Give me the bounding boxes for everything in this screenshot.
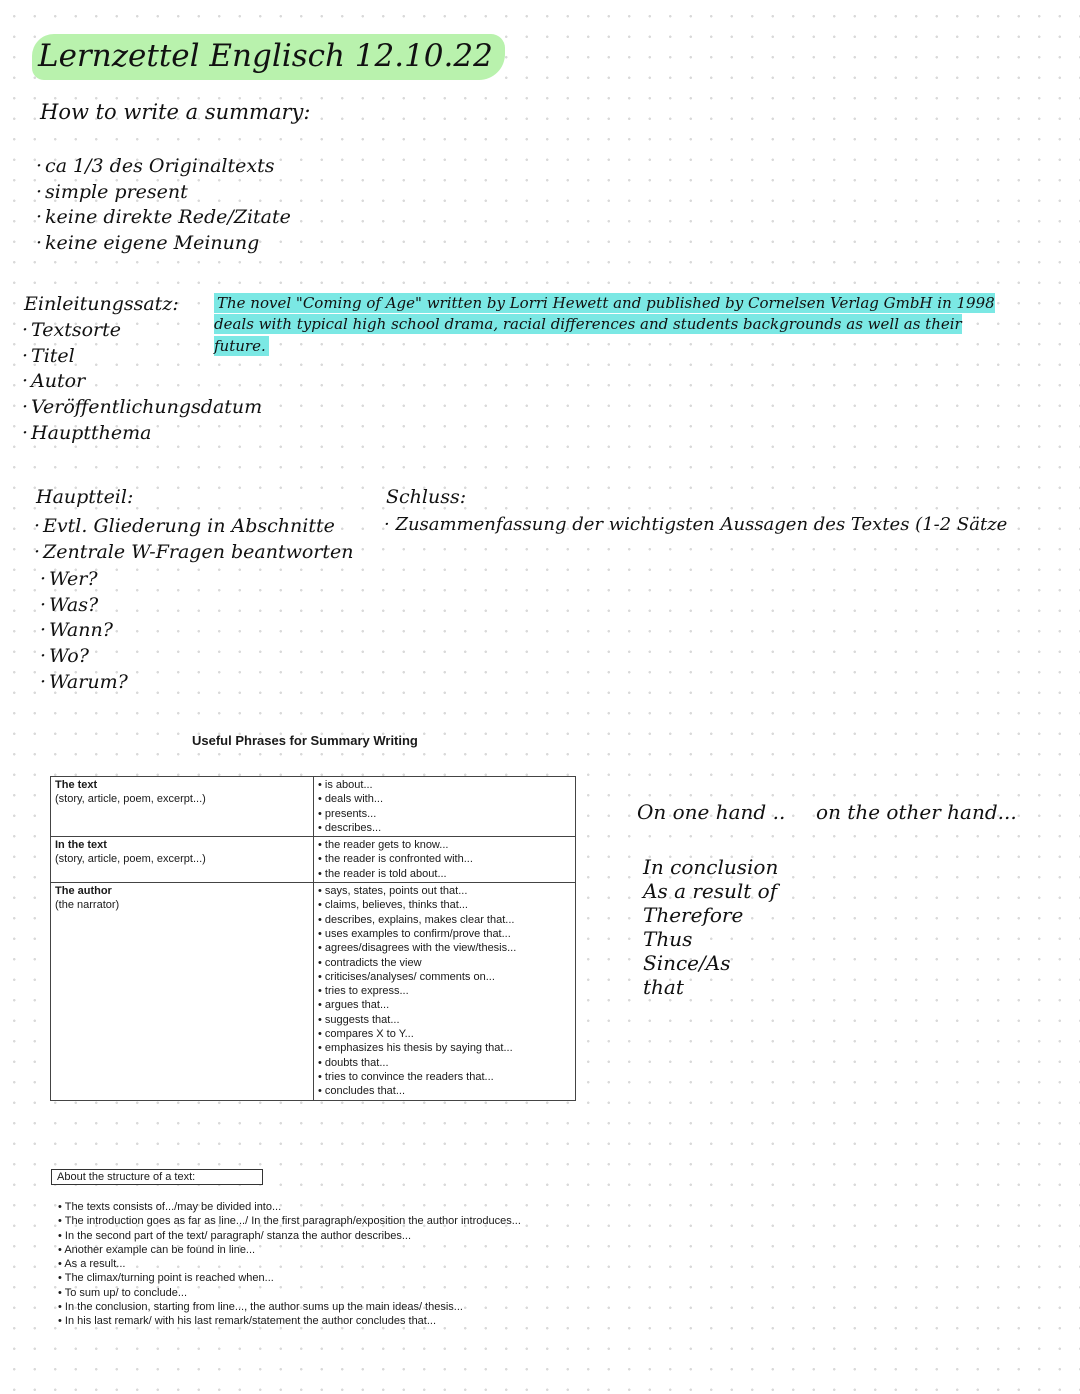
subject-cell: [51, 777, 314, 837]
connective-item: Since/As: [643, 951, 731, 975]
subject-sub: (story, article, poem, excerpt...): [55, 793, 206, 806]
title-area: [32, 34, 505, 80]
summary-rules: [36, 154, 291, 257]
phrase-item: • agrees/disagrees with the view/thesis...: [318, 941, 571, 955]
phrase-item: • doubts that...: [318, 1056, 571, 1070]
page-title: Lernzettel Englisch 12.10.22: [32, 34, 505, 80]
schluss-text: · Zusammenfassung der wichtigsten Aussagen des Textes (1-2 Sätze: [384, 514, 1008, 535]
einleitung-example: [214, 293, 1004, 357]
subject-label: The author: [55, 885, 112, 898]
hauptteil-label: Hauptteil:: [36, 486, 134, 508]
phrase-item: • criticises/analyses/ comments on...: [318, 970, 571, 984]
phrase-item: • deals with...: [318, 792, 571, 806]
phrase-item: • concludes that...: [318, 1084, 571, 1098]
question-item: · Wann?: [40, 618, 128, 644]
structure-item: • The texts consists of.../may be divided into...: [58, 1200, 578, 1214]
summary-heading: How to write a summary:: [40, 100, 311, 124]
table-row: [51, 837, 576, 883]
einleitung-label: Einleitungssatz:: [24, 293, 179, 315]
structure-title: About the structure of a text:: [51, 1169, 263, 1185]
subject-cell: [51, 883, 314, 1100]
structure-item: • In the conclusion, starting from line..., the author sums up the main ideas/ thesis...: [58, 1300, 578, 1314]
phrases-title: Useful Phrases for Summary Writing: [192, 733, 418, 748]
contrast-b: on the other hand...: [816, 800, 1017, 824]
phrase-item: • the reader is told about...: [318, 867, 571, 881]
phrase-item: • tries to express...: [318, 984, 571, 998]
phrase-item: • says, states, points out that...: [318, 884, 571, 898]
phrase-item: • is about...: [318, 778, 571, 792]
structure-item: • The introduction goes as far as line.../ In the first paragraph/exposition the author introduces...: [58, 1214, 578, 1228]
structure-item: • To sum up/ to conclude...: [58, 1286, 578, 1300]
subject-cell: [51, 837, 314, 883]
structure-item: • The climax/turning point is reached when...: [58, 1271, 578, 1285]
question-item: · Wo?: [40, 644, 128, 670]
connective-item: In conclusion: [643, 855, 779, 879]
phrase-item: • describes...: [318, 821, 571, 835]
phrase-item: • uses examples to confirm/prove that...: [318, 927, 571, 941]
structure-item: • In his last remark/ with his last remark/statement the author concludes that...: [58, 1314, 578, 1328]
hauptteil-items: [34, 514, 354, 565]
structure-list: [58, 1200, 578, 1329]
table-row: [51, 883, 576, 1100]
question-item: · Was?: [40, 593, 128, 619]
structure-item: • Another example can be found in line...: [58, 1243, 578, 1257]
schluss-label: Schluss:: [386, 486, 467, 508]
contrast-phrase: [637, 800, 1017, 824]
rule-item: · simple present: [36, 180, 291, 206]
rule-item: · keine eigene Meinung: [36, 231, 291, 257]
einleitung-item: · Titel: [22, 344, 262, 370]
hauptteil-item: · Zentrale W-Fragen beantworten: [34, 540, 354, 566]
phrases-table: [50, 776, 576, 1101]
phrase-item: • the reader gets to know...: [318, 838, 571, 852]
hauptteil-item: · Evtl. Gliederung in Abschnitte: [34, 514, 354, 540]
einleitung-item: · Veröffentlichungsdatum: [22, 395, 262, 421]
phrase-item: • suggests that...: [318, 1013, 571, 1027]
einleitung-item: · Autor: [22, 369, 262, 395]
connective-item: that: [643, 975, 684, 999]
structure-item: • In the second part of the text/ paragraph/ stanza the author describes...: [58, 1229, 578, 1243]
subject-sub: (the narrator): [55, 899, 120, 912]
einleitung-item: · Textsorte: [22, 318, 262, 344]
phrase-item: • the reader is confronted with...: [318, 852, 571, 866]
subject-sub: (story, article, poem, excerpt...): [55, 853, 206, 866]
structure-item: • As a result...: [58, 1257, 578, 1271]
schluss-text-content: Zusammenfassung der wichtigsten Aussagen des Textes (1-2 Sätze: [395, 514, 1008, 535]
contrast-a: On one hand ..: [637, 800, 786, 824]
connective-item: Thus: [643, 927, 693, 951]
rule-item: · keine direkte Rede/Zitate: [36, 205, 291, 231]
subject-label: The text: [55, 779, 98, 791]
subject-label: In the text: [55, 839, 107, 852]
phrase-item: • presents...: [318, 807, 571, 821]
einleitung-item: · Hauptthema: [22, 421, 262, 447]
question-item: · Warum?: [40, 670, 128, 696]
question-item: · Wer?: [40, 567, 128, 593]
phrase-item: • compares X to Y...: [318, 1027, 571, 1041]
phrase-item: • emphasizes his thesis by saying that...: [318, 1041, 571, 1055]
phrase-item: • contradicts the view: [318, 956, 571, 970]
connectives-list: [643, 855, 778, 999]
w-questions: [40, 567, 128, 695]
phrase-cell: [314, 837, 576, 883]
phrase-item: • argues that...: [318, 998, 571, 1012]
phrase-cell: [314, 777, 576, 837]
phrase-item: • describes, explains, makes clear that...: [318, 913, 571, 927]
table-row: [51, 777, 576, 837]
einleitung-example-text: The novel "Coming of Age" written by Lorri Hewett and published by Cornelsen Verlag GmbH in 1998 deals with typical high school drama, racial differences and students backgrounds as well as their future.: [214, 294, 995, 355]
rule-item: · ca 1/3 des Originaltexts: [36, 154, 291, 180]
phrase-item: • claims, believes, thinks that...: [318, 898, 571, 912]
connective-item: Therefore: [643, 903, 744, 927]
phrase-item: • tries to convince the readers that...: [318, 1070, 571, 1084]
phrase-cell: [314, 883, 576, 1100]
connective-item: As a result of: [643, 879, 778, 903]
